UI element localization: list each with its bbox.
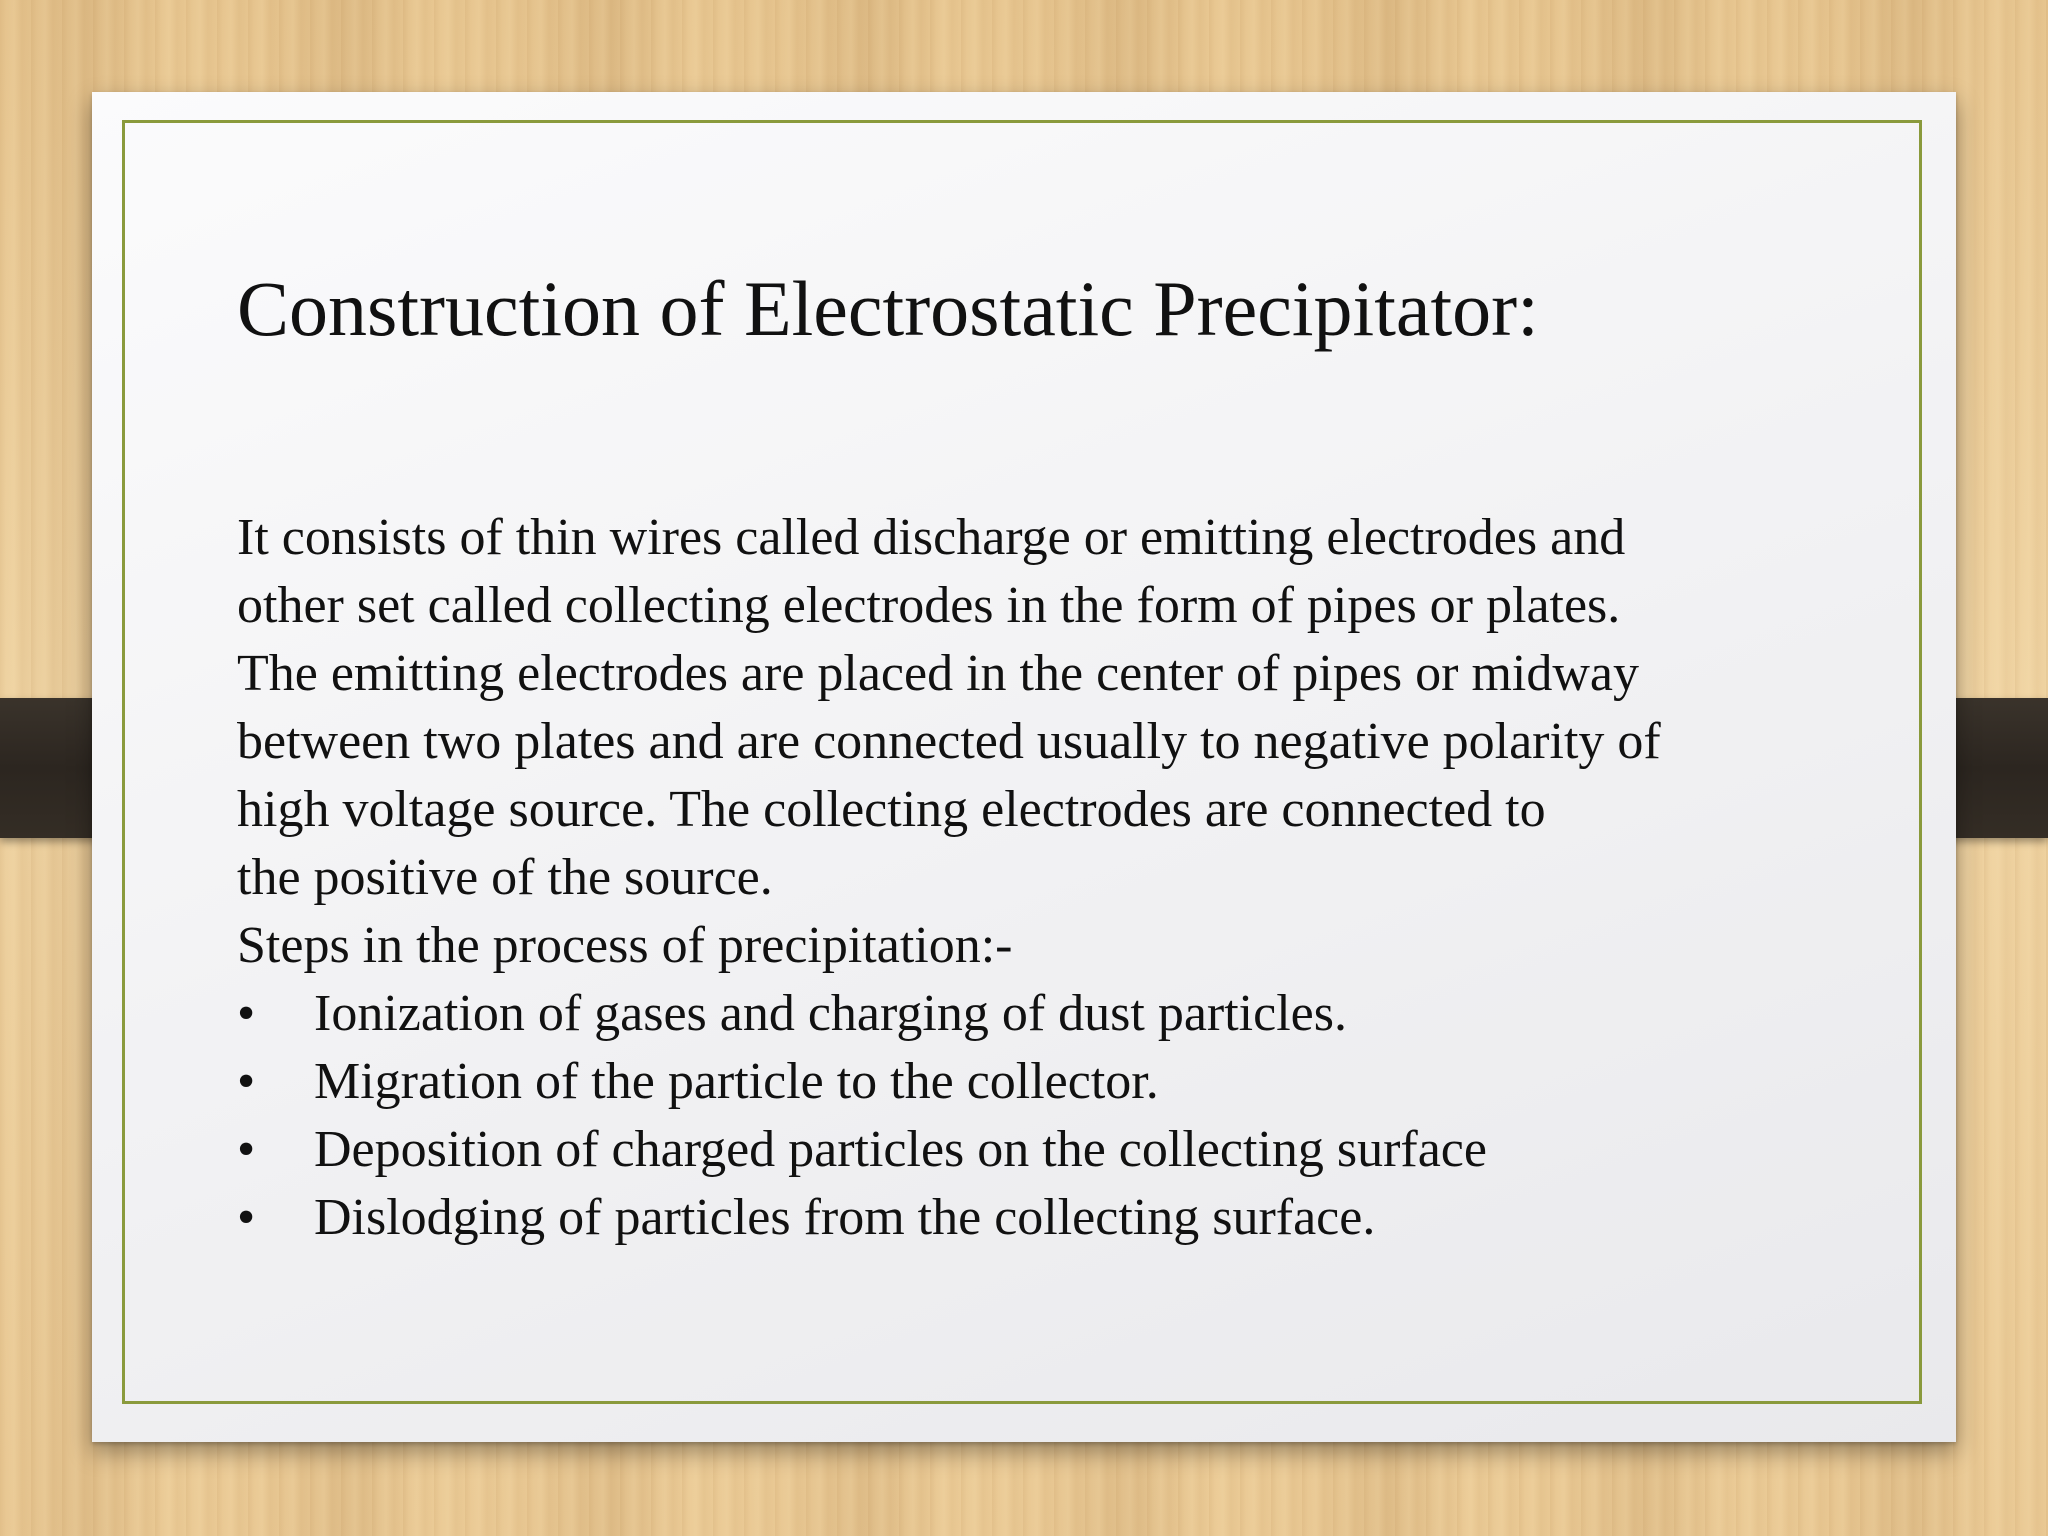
step-text: Deposition of charged particles on the collecting surface <box>314 1121 1487 1178</box>
paragraph-line: The emitting electrodes are placed in the center of pipes or midway <box>237 645 1639 702</box>
paragraph-line: It consists of thin wires called discharge or emitting electrodes and <box>237 509 1626 566</box>
bullet-icon: • <box>237 1053 256 1110</box>
steps-list <box>237 980 1937 1252</box>
step-text: Dislodging of particles from the collecting surface. <box>314 1189 1376 1246</box>
paragraph-line: high voltage source. The collecting electrodes are connected to <box>237 781 1546 838</box>
list-item <box>237 980 1937 1048</box>
slide-card <box>92 92 1956 1442</box>
bullet-icon: • <box>237 1121 256 1178</box>
bullet-icon: • <box>237 1189 256 1246</box>
list-item <box>237 1116 1937 1184</box>
slide-title: Construction of Electrostatic Precipitator: <box>237 265 1539 352</box>
list-item <box>237 1048 1937 1116</box>
step-text: Ionization of gases and charging of dust particles. <box>314 985 1347 1042</box>
list-item <box>237 1184 1937 1252</box>
bullet-icon: • <box>237 985 256 1042</box>
paragraph-line: the positive of the source. <box>237 849 773 906</box>
steps-heading: Steps in the process of precipitation:- <box>237 917 1013 974</box>
slide-body <box>237 504 1937 1252</box>
paragraph-line: other set called collecting electrodes in the form of pipes or plates. <box>237 577 1621 634</box>
step-text: Migration of the particle to the collector. <box>314 1053 1159 1110</box>
paragraph-line: between two plates and are connected usually to negative polarity of <box>237 713 1661 770</box>
